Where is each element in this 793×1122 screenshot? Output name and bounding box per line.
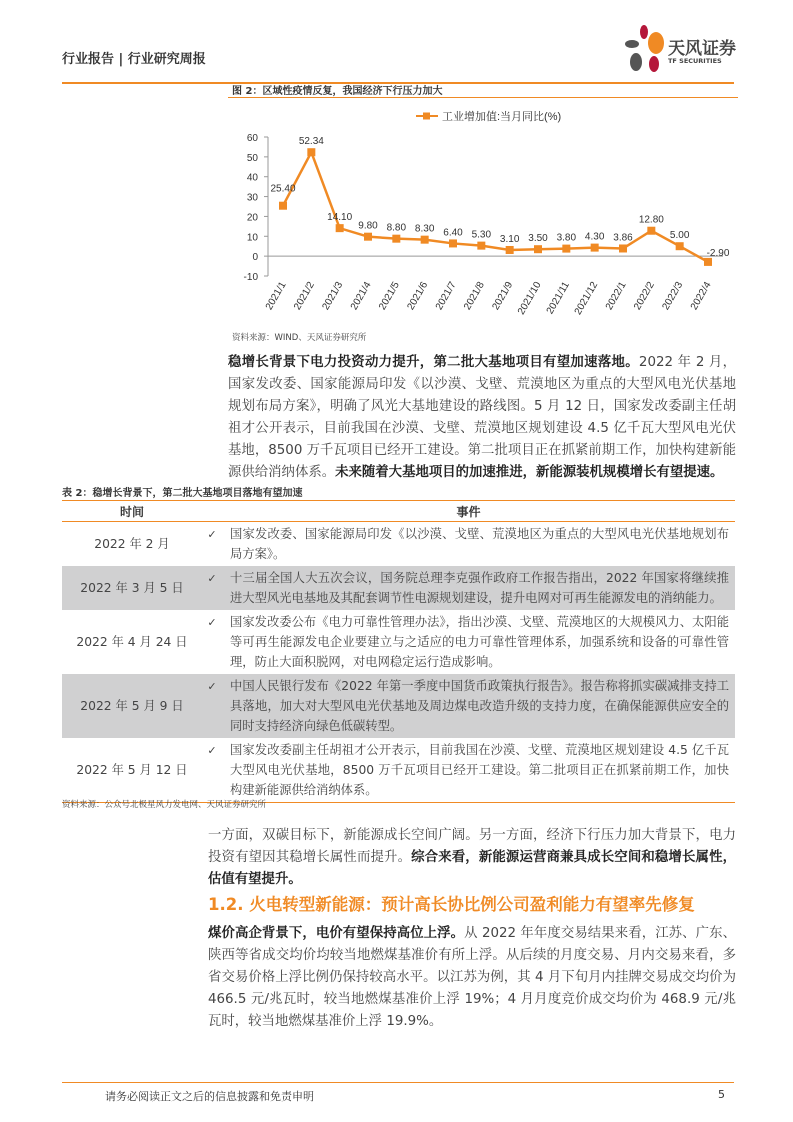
check-icon: ✓ [207,528,217,541]
section-heading: 1.2. 火电转型新能源：预计高长协比例公司盈利能力有望率先修复 [208,895,695,914]
row-time: 2022 年 4 月 24 日 [76,635,188,649]
row-event: 中国人民银行发布《2022 年第一季度中国货币政策执行报告》。报告称将抓实碳减排支持工具落地，加大对大型风电光伏基地及周边煤电改造升级的支持力度，在确保能源供应安全的同时支持经济向绿色低碳转型。 [222,674,735,738]
figure-source: 资料来源：WIND、天风证券研究所 [232,333,367,343]
data-point [449,239,457,247]
data-point [279,202,287,210]
data-label: 3.80 [556,232,577,244]
x-tick-label: 2021/9 [490,280,516,312]
check-icon: ✓ [202,738,222,803]
paragraph-outlook [208,825,736,891]
check-icon: ✓ [207,616,217,629]
x-tick-label: 2021/3 [320,280,346,312]
row-time: 2022 年 3 月 5 日 [62,566,202,610]
x-tick-label: 2021/12 [572,280,601,317]
x-tick-label: 2021/5 [377,280,402,312]
series-line [283,152,708,262]
data-point [562,245,570,253]
para-text: 从 2022 年年度交易结果来看，江苏、广东、陕西等省成交均价均较当地燃煤基准价有所上浮。从后续的月度交易、月内交易来看，多省交易价格上浮比例仍保持较高水平。以江苏为例，其 4 月下旬月内挂牌交易成交均价为 466.5 元/兆瓦时，较当地燃煤基准价上浮 19%；4 月月度竞价成交均价为 468.9 元/兆瓦时，较当地燃煤基准价上浮 19.9%。 [208,926,736,1029]
para-bold-lead: 稳增长背景下电力投资动力提升，第二批大基地项目有望加速落地。 [228,355,639,370]
column-header-event: 事件 [202,501,735,522]
data-label: 5.00 [669,230,690,242]
data-point [704,258,712,266]
x-tick-label: 2022/1 [603,280,629,312]
x-tick-label: 2021/1 [263,280,289,312]
table-caption: 表 2：稳增长背景下，第二批大基地项目落地有望加速 [62,488,303,499]
y-tick-label: -10 [243,272,258,283]
data-label: 6.40 [443,227,463,239]
data-label: 5.30 [471,229,492,241]
paragraph-coal-price [208,923,736,1033]
data-point [619,244,627,252]
x-tick-label: 2021/7 [433,280,459,312]
data-label: 12.80 [638,214,664,226]
legend-label: 工业增加值:当月同比(%) [442,111,562,123]
para-text: 一方面，双碳目标下，新能源成长空间广阔。另一方面，经济下行压力加大背景下，电力投资有望因其稳增长属性而提升。 [208,828,736,865]
column-header-time: 时间 [62,501,202,522]
logo-text: 天风证券 [668,39,736,59]
data-point [364,233,372,241]
chart-legend [416,109,561,123]
data-point [307,148,315,156]
x-tick-label: 2022/3 [660,280,686,312]
data-label: 4.30 [584,231,605,243]
data-label: 14.10 [327,212,353,224]
data-point [477,242,485,250]
row-time: 2022 年 5 月 12 日 [62,738,202,803]
data-point [506,246,514,254]
para-bold-conclusion: 未来随着大基地项目的加速推进，新能源装机规模增长有望提速。 [335,465,724,480]
figure-title: 图 2：区域性疫情反复，我国经济下行压力加大 [232,86,443,97]
x-tick-label: 2022/4 [688,280,714,312]
row-event: 国家发改委公布《电力可靠性管理办法》，指出沙漠、戈壁、荒漠地区的大规模风力、太阳能等可再生能源发电企业要建立与之适应的电力可靠性管理体系，加强系统和设备的可靠性管理，防止大面积脱网，对电网稳定运行造成影响。 [230,615,729,669]
data-point [421,236,429,244]
y-tick-label: 10 [246,232,258,244]
data-label: 25.40 [270,183,296,195]
check-icon: ✓ [202,566,222,610]
figure-divider [228,97,738,98]
y-tick-label: 0 [252,252,258,264]
logo-subtext: TF SECURITIES [668,57,722,65]
row-event: 国家发改委副主任胡祖才公开表示，目前我国在沙漠、戈壁、荒漠地区规划建设 4.5 亿千瓦大型风电光伏基地，8500 万千瓦项目已经开工建设。第二批项目正在抓紧前期工作，加快构建新能源供给消纳体系。 [222,738,735,803]
para-bold-lead: 煤价高企背景下，电价有望保持高位上浮。 [208,926,465,941]
report-header-title: 行业报告 | 行业研究周报 [62,52,206,67]
data-point [392,235,400,243]
x-tick-label: 2021/2 [292,280,317,312]
data-label: 3.50 [528,233,548,245]
para-bold-conclusion: 综合来看，新能源运营商兼具成长空间和稳增长属性，估值有望提升。 [208,850,737,887]
x-tick-label: 2021/8 [462,280,487,312]
data-label: -2.90 [706,247,730,259]
data-point [534,245,542,253]
page-number: 5 [718,1088,725,1101]
row-event: 国家发改委、国家能源局印发《以沙漠、戈壁、荒漠地区为重点的大型风电光伏基地规划布局方案》。 [230,527,729,561]
table-row [62,674,735,738]
x-tick-label: 2021/10 [515,280,544,317]
data-label: 3.86 [613,232,633,244]
data-point [647,227,655,235]
data-label: 3.10 [499,233,520,245]
data-label: 8.30 [414,223,435,235]
y-tick-label: 40 [246,172,258,184]
x-tick-label: 2022/2 [632,280,657,312]
footer-divider [62,1082,734,1083]
x-tick-label: 2021/6 [405,280,431,312]
row-event: 十三届全国人大五次会议，国务院总理李克强作政府工作报告指出，2022 年国家将继续推进大型风光电基地及其配套调节性电源规划建设，提升电网对可再生能源发电的消纳能力。 [222,566,735,610]
paragraph-grid-investment [228,352,736,484]
para-text: 2022 年 2 月，国家发改委、国家能源局印发《以沙漠、戈壁、荒漠地区为重点的大型风电光伏基地规划布局方案》，明确了风光大基地建设的路线图。5 月 12 日，国家发改委副主任胡祖才公开表示，目前我国在沙漠、戈壁、荒漠地区规划建设 4.5 亿千瓦大型风电光伏基地，8500 万千瓦项目已经开工建设。第二批项目正在抓紧前期工作，加快构建新能源供给消纳体系。 [228,355,736,480]
check-icon: ✓ [202,674,222,738]
y-tick-label: 60 [246,133,258,144]
table-row [62,566,735,610]
table-row [62,738,735,803]
y-tick-label: 30 [246,192,258,204]
data-point [336,224,344,232]
table-row [62,522,735,567]
data-point [591,244,599,252]
data-label: 8.80 [386,222,407,234]
data-label: 52.34 [298,136,324,148]
line-chart [228,100,738,325]
y-tick-label: 20 [246,212,258,224]
x-tick-label: 2021/11 [544,280,572,317]
row-time: 2022 年 5 月 9 日 [62,674,202,738]
row-time: 2022 年 2 月 [94,537,170,551]
x-tick-label: 2021/4 [348,280,374,312]
data-label: 9.80 [358,220,378,232]
table-row [62,610,735,674]
events-table [62,500,735,803]
footer-disclaimer: 请务必阅读正文之后的信息披露和免责申明 [105,1090,314,1103]
table-source: 资料来源：公众号北极星风力发电网、天风证券研究所 [62,800,267,810]
y-tick-label: 50 [246,152,258,164]
data-point [676,242,684,250]
